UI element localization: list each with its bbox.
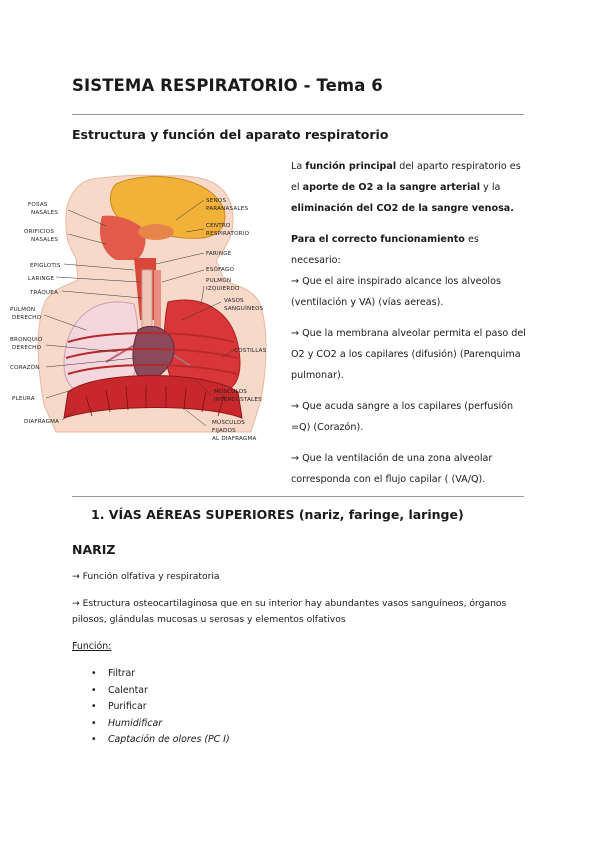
label-centro: CENTRO bbox=[206, 223, 231, 229]
respiratory-system-illustration bbox=[6, 170, 281, 445]
label-pulmon-derecho-2: DERECHO bbox=[12, 315, 42, 321]
label-vasos: VASOS bbox=[224, 298, 244, 304]
label-bronquio-2: DERECHO bbox=[12, 345, 42, 351]
list-item: • Humidificar bbox=[91, 716, 230, 733]
label-esofago: ESÓFAGO bbox=[206, 267, 235, 273]
list-item: • Purificar bbox=[91, 699, 230, 716]
section-heading: 1. VÍAS AÉREAS SUPERIORES (nariz, faringe, laringe) bbox=[91, 507, 464, 522]
nariz-line-1: → Función olfativa y respiratoria bbox=[72, 571, 220, 582]
label-nasales-2: NASALES bbox=[31, 237, 59, 243]
label-pleura: PLEURA bbox=[12, 396, 35, 402]
label-senos: SENOS bbox=[206, 198, 227, 204]
intro-text bbox=[291, 156, 531, 490]
list-item: • Calentar bbox=[91, 683, 230, 700]
label-intercostales: INTERCOSTALES bbox=[214, 397, 262, 403]
label-sanguineos: SANGUÍNEOS bbox=[224, 306, 264, 312]
nariz-line-2: → Estructura osteocartilaginosa que en su interior hay abundantes vasos sanguíneos, órganos pilosos, glándulas mucosas u serosas y elementos olfativos bbox=[72, 598, 507, 625]
label-traquea: TRÁQUEA bbox=[30, 290, 59, 296]
label-paranasales: PARANASALES bbox=[206, 206, 249, 212]
label-fosas: FOSAS bbox=[28, 202, 48, 208]
label-costillas: COSTILLAS bbox=[234, 348, 267, 354]
intro-paragraph-5: → Que la ventilación de una zona alveolar corresponda con el flujo capilar ( (VA/Q). bbox=[291, 453, 493, 485]
function-list bbox=[91, 666, 230, 749]
label-nasales-1: NASALES bbox=[31, 210, 59, 216]
label-pulmon-derecho-1: PULMÓN bbox=[10, 307, 36, 313]
subsection-heading: NARIZ bbox=[72, 542, 116, 557]
intro-paragraph-4: → Que acuda sangre a los capilares (perfusión =Q) (Corazón). bbox=[291, 401, 514, 433]
label-musculos-2: MÚSCULOS bbox=[212, 420, 245, 426]
label-faringe: FARINGE bbox=[206, 251, 232, 257]
function-label: Función: bbox=[72, 641, 112, 652]
sinuses bbox=[138, 224, 174, 240]
label-diafragma: DIAFRAGMA bbox=[24, 419, 60, 425]
label-musculos-1: MÚSCULOS bbox=[214, 389, 247, 395]
label-respiratorio: RESPIRATORIO bbox=[206, 231, 250, 237]
label-pulmon-izquierdo-1: PULMÓN bbox=[206, 278, 232, 284]
label-pulmon-izquierdo-2: IZQUIERDO bbox=[206, 286, 240, 292]
page-title: SISTEMA RESPIRATORIO - Tema 6 bbox=[72, 76, 383, 95]
label-bronquio-1: BRONQUIO bbox=[10, 337, 43, 343]
label-fijados: FIJADOS bbox=[212, 428, 236, 434]
label-orificios: ORIFICIOS bbox=[24, 229, 55, 235]
label-epiglotis: EPIGLOTIS bbox=[30, 263, 61, 269]
intro-paragraph-2: Para el correcto funcionamiento es necesario: → Que el aire inspirado alcance los alveolos (ventilación y VA) (vías aereas). bbox=[291, 234, 501, 308]
list-item: • Filtrar bbox=[91, 666, 230, 683]
intro-paragraph-3: → Que la membrana alveolar permita el paso del O2 y CO2 a los capilares (difusión) (Parenquima pulmonar). bbox=[291, 328, 526, 381]
list-item: • Captación de olores (PC I) bbox=[91, 732, 230, 749]
divider bbox=[72, 114, 524, 115]
divider bbox=[72, 496, 524, 497]
label-al-diafragma: AL DIAFRAGMA bbox=[212, 436, 257, 442]
section-subtitle: Estructura y función del aparato respiratorio bbox=[72, 127, 389, 142]
label-corazon: CORAZÓN bbox=[10, 365, 40, 371]
intro-paragraph-1: La función principal del aparto respiratorio es el aporte de O2 a la sangre arterial y la eliminación del CO2 de la sangre venosa. bbox=[291, 161, 521, 214]
label-laringe: LARINGE bbox=[28, 276, 55, 282]
